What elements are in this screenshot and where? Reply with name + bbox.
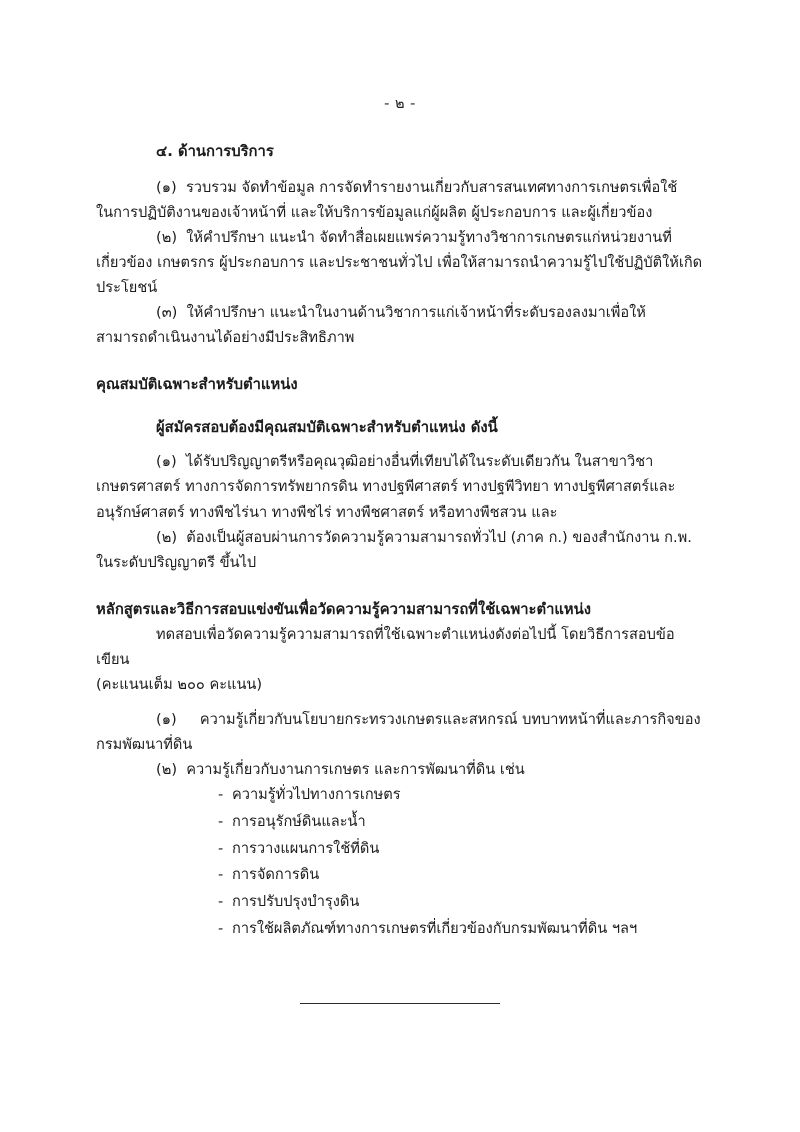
curriculum-bullet-list [96, 782, 704, 943]
item-text-continued: ในการปฏิบัติงานของเจ้าหน้าที่ และให้บริการข้อมูลแก่ผู้ผลิต ผู้ประกอบการ และผู้เกี่ยวข้อง [96, 203, 653, 221]
item-marker: (๑) [156, 710, 177, 728]
page-number: - ๒ - [384, 96, 416, 112]
list-item [96, 757, 704, 782]
bullet-text: ความรู้ทั่วไปทางการเกษตร [232, 785, 401, 803]
bullet-dash: - [218, 812, 224, 830]
item-marker: (๑) [156, 453, 177, 471]
item-text: ให้คำปรึกษา แนะนำในงานด้านวิชาการแก่เจ้าหน้าที่ระดับรองลงมาเพื่อให้ [186, 304, 646, 322]
item-first-line [96, 761, 525, 778]
footer-divider [300, 1003, 500, 1004]
item-text-continued: สามารถดำเนินงานได้อย่างมีประสิทธิภาพ [96, 329, 355, 347]
section-heading-exam-curriculum: หลักสูตรและวิธีการสอบแข่งขันเพื่อวัดความรู้ความสามารถที่ใช้เฉพาะตำแหน่ง [96, 600, 592, 618]
bullet-text: การปรับปรุงบำรุงดิน [232, 893, 360, 911]
list-item [96, 889, 704, 916]
item-first-line [96, 711, 701, 728]
section-specific-qualifications [96, 372, 704, 574]
section-exam-curriculum [96, 597, 704, 943]
item-text: ความรู้เกี่ยวกับงานการเกษตร และการพัฒนาที่ดิน เช่น [186, 760, 525, 778]
bullet-dash: - [218, 839, 224, 857]
spacer [96, 440, 704, 449]
curriculum-lead [96, 622, 704, 697]
bullet-text: การใช้ผลิตภัณฑ์ทางการเกษตรที่เกี่ยวข้องกับกรมพัฒนาที่ดิน ฯลฯ [232, 920, 638, 938]
section-heading-specific-qualifications: คุณสมบัติเฉพาะสำหรับตำแหน่ง [96, 376, 298, 394]
curriculum-lead-first-line: ทดสอบเพื่อวัดความรู้ความสามารถที่ใช้เฉพาะตำแหน่งดังต่อไปนี้ โดยวิธีการสอบข้อเขียน [96, 626, 675, 669]
bullet-dash: - [218, 920, 224, 938]
spacer [96, 698, 704, 707]
item-text-continued: กรมพัฒนาที่ดิน [96, 735, 193, 753]
item-marker: (๒) [156, 760, 178, 778]
item-text-continued: เกษตรศาสตร์ ทางการจัดการทรัพยากรดิน ทางปฐพีศาสตร์ ทางปฐพีวิทยา ทางปฐพีศาสตร์และ [96, 478, 676, 496]
bullet-text: การวางแผนการใช้ที่ดิน [232, 839, 380, 857]
item-text-continued: เกี่ยวข้อง เกษตรกร ผู้ประกอบการ และประชาชนทั่วไป เพื่อให้สามารถนำความรู้ไปใช้ปฏิบัติให้เกิดประโยชน์ [96, 254, 703, 297]
spacer [96, 575, 704, 597]
item-marker: (๒) [156, 229, 178, 247]
item-text: รวบรวม จัดทำข้อมูล การจัดทำรายงานเกี่ยวกับสารสนเทศทางการเกษตรเพื่อใช้ [185, 178, 678, 196]
bullet-dash: - [218, 893, 224, 911]
qualifications-lead: ผู้สมัครสอบต้องมีคุณสมบัติเฉพาะสำหรับตำแหน่ง ดังนี้ [156, 418, 498, 436]
bullet-text: การอนุรักษ์ดินและน้ำ [232, 812, 366, 830]
spacer [96, 350, 704, 372]
list-item [96, 525, 704, 575]
list-item [96, 300, 704, 350]
list-item [96, 175, 704, 225]
spacer [96, 398, 704, 415]
item-marker: (๓) [156, 304, 178, 322]
curriculum-lead-second-line: (คะแนนเต็ม ๒๐๐ คะแนน) [96, 676, 263, 694]
section-service-duties [96, 139, 704, 350]
list-item [96, 916, 704, 943]
item-first-line [96, 304, 646, 321]
list-item [96, 449, 704, 524]
bullet-dash: - [218, 785, 224, 803]
item-text-continued: อนุรักษ์ศาสตร์ ทางพืชไร่นา ทางพืชไร่ ทางพืชศาสตร์ หรือทางพืชสวน และ [96, 503, 558, 521]
item-text: ให้คำปรึกษา แนะนำ จัดทำสื่อเผยแพร่ความรู้ทางวิชาการเกษตรแก่หน่วยงานที่ [186, 229, 672, 247]
list-item [96, 862, 704, 889]
item-first-line [96, 529, 692, 546]
list-item [96, 782, 704, 809]
list-item [96, 809, 704, 836]
list-item [96, 836, 704, 863]
item-text: ได้รับปริญญาตรีหรือคุณวุฒิอย่างอื่นที่เทียบได้ในระดับเดียวกัน ในสาขาวิชา [185, 453, 654, 471]
spacer [96, 166, 704, 175]
item-marker: (๒) [156, 528, 178, 546]
list-item [96, 707, 704, 757]
item-text-continued: ในระดับปริญญาตรี ขึ้นไป [96, 553, 257, 571]
list-item [96, 225, 704, 300]
document-body [96, 96, 704, 1004]
item-marker: (๑) [156, 178, 177, 196]
bullet-text: การจัดการดิน [232, 866, 320, 884]
item-text: ความรู้เกี่ยวกับนโยบายกระทรวงเกษตรและสหกรณ์ บทบาทหน้าที่และภารกิจของ [199, 710, 701, 728]
item-first-line [96, 453, 653, 470]
item-first-line [96, 229, 672, 246]
item-first-line [96, 179, 677, 196]
section-heading-service-duties: ๔. ด้านการบริการ [156, 143, 274, 161]
bullet-dash: - [218, 866, 224, 884]
item-text: ต้องเป็นผู้สอบผ่านการวัดความรู้ความสามารถทั่วไป (ภาค ก.) ของสำนักงาน ก.พ. [186, 528, 692, 546]
